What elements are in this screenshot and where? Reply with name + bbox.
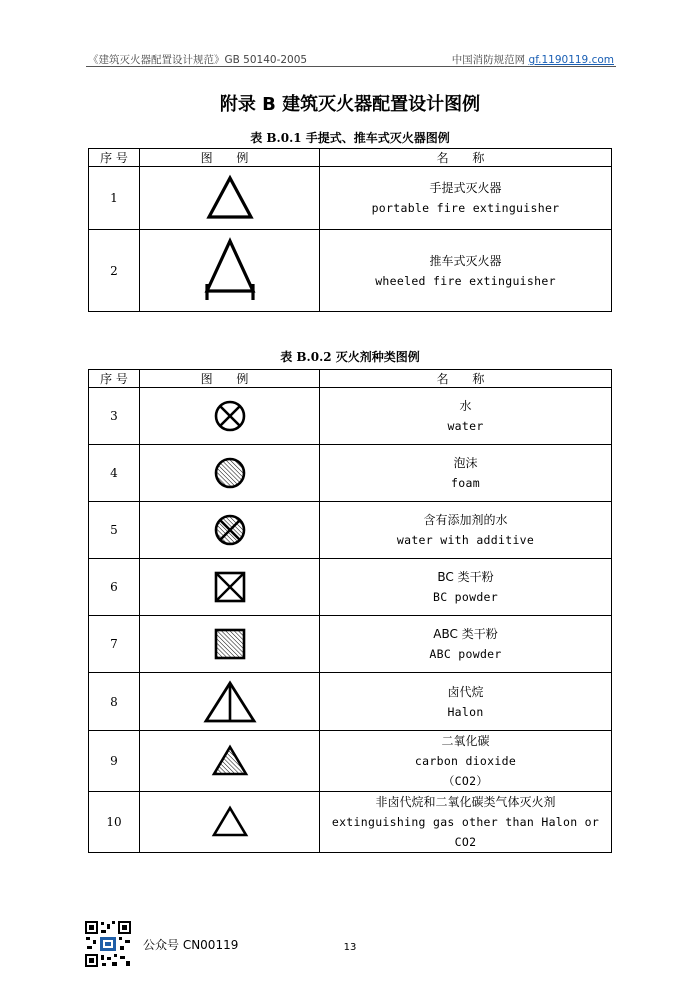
halon-icon (200, 679, 260, 725)
table-row (89, 673, 612, 731)
water-with-additive-icon (210, 510, 250, 550)
name-zh: 二氧化碳 (441, 734, 490, 748)
symbol-cell (140, 559, 320, 616)
table-row (89, 445, 612, 502)
name-zh: 推车式灭火器 (429, 253, 502, 268)
name-cell (320, 167, 612, 230)
non-halon-gas-icon (208, 804, 252, 840)
name-zh: 卤代烷 (447, 684, 484, 699)
header-rule (86, 66, 616, 67)
row-number: 5 (89, 502, 140, 559)
name-en: wheeled fire extinguisher (375, 273, 556, 288)
name-en: BC powder (432, 590, 498, 604)
row-number: 4 (89, 445, 140, 502)
col-header-number: 序 号 (89, 370, 140, 388)
symbol-cell (140, 673, 320, 731)
name-zh: 含有添加剂的水 (423, 513, 508, 527)
row-number: 6 (89, 559, 140, 616)
symbol-cell (140, 167, 320, 230)
symbol-cell (140, 792, 320, 853)
table1-caption: 表 B.0.1 手提式、推车式灭火器图例 (250, 131, 450, 145)
table-b02 (88, 369, 612, 853)
row-number: 10 (89, 792, 140, 853)
row-number: 2 (89, 230, 140, 312)
name-en: Halon (447, 704, 484, 719)
name-cell (320, 559, 612, 616)
foam-icon (210, 453, 250, 493)
table-row (89, 731, 612, 792)
name-en: water with additive (396, 533, 535, 547)
table-row (89, 616, 612, 673)
name-zh: 手提式灭火器 (429, 181, 502, 195)
running-header-left: 《建筑灭火器配置设计规范》GB 50140-2005 (88, 54, 308, 66)
symbol-cell (140, 445, 320, 502)
name-cell (320, 731, 612, 792)
table-header-row (89, 370, 612, 388)
carbon-dioxide-icon (208, 743, 252, 779)
symbol-cell (140, 502, 320, 559)
table-row (89, 502, 612, 559)
name-zh: BC 类干粉 (437, 570, 494, 584)
abc-powder-icon (210, 624, 250, 664)
name-en: carbon dioxide (414, 754, 517, 768)
name-zh: ABC 类干粉 (433, 627, 498, 641)
name-en: portable fire extinguisher (371, 201, 560, 215)
site-name: 中国消防规范网 (451, 54, 526, 66)
name-zh: 非卤代烷和二氧化碳类气体灭火剂 (375, 795, 556, 809)
name-cell (320, 230, 612, 312)
table-row (89, 230, 612, 312)
row-number: 1 (89, 167, 140, 230)
table2-caption: 表 B.0.2 灭火剂种类图例 (280, 350, 420, 364)
table-header-row (89, 149, 612, 167)
symbol-cell (140, 388, 320, 445)
row-number: 8 (89, 673, 140, 731)
name-cell (320, 445, 612, 502)
table-row (89, 792, 612, 853)
row-number: 9 (89, 731, 140, 792)
wechat-account: 公众号 CN00119 (143, 938, 239, 952)
table-row (89, 167, 612, 230)
portable-extinguisher-icon (200, 173, 260, 223)
symbol-cell (140, 731, 320, 792)
name-cell (320, 792, 612, 853)
col-header-name: 名 称 (320, 149, 612, 167)
col-header-number: 序 号 (89, 149, 140, 167)
site-link[interactable]: gf.1190119.com (528, 54, 614, 66)
name-en-formula: （CO2） (442, 774, 489, 788)
name-cell (320, 502, 612, 559)
name-en: foam (451, 476, 480, 490)
name-zh: 泡沫 (453, 456, 478, 470)
name-en: extinguishing gas other than Halon or CO2 (331, 815, 600, 849)
col-header-name: 名 称 (320, 370, 612, 388)
name-cell (320, 388, 612, 445)
name-en: ABC powder (429, 647, 502, 661)
table-row (89, 388, 612, 445)
col-header-symbol: 图 例 (140, 149, 320, 167)
col-header-symbol: 图 例 (140, 370, 320, 388)
table-row (89, 559, 612, 616)
table-b01 (88, 148, 612, 312)
row-number: 3 (89, 388, 140, 445)
name-cell (320, 673, 612, 731)
name-cell (320, 616, 612, 673)
water-icon (210, 396, 250, 436)
row-number: 7 (89, 616, 140, 673)
symbol-cell (140, 230, 320, 312)
symbol-cell (140, 616, 320, 673)
name-en: water (447, 419, 484, 433)
bc-powder-icon (210, 567, 250, 607)
running-header-right (452, 52, 614, 67)
wheeled-extinguisher-icon (195, 236, 265, 306)
page-title: 附录 B 建筑灭火器配置设计图例 (219, 94, 481, 115)
page-number: 13 (343, 942, 357, 953)
name-zh: 水 (459, 399, 472, 413)
